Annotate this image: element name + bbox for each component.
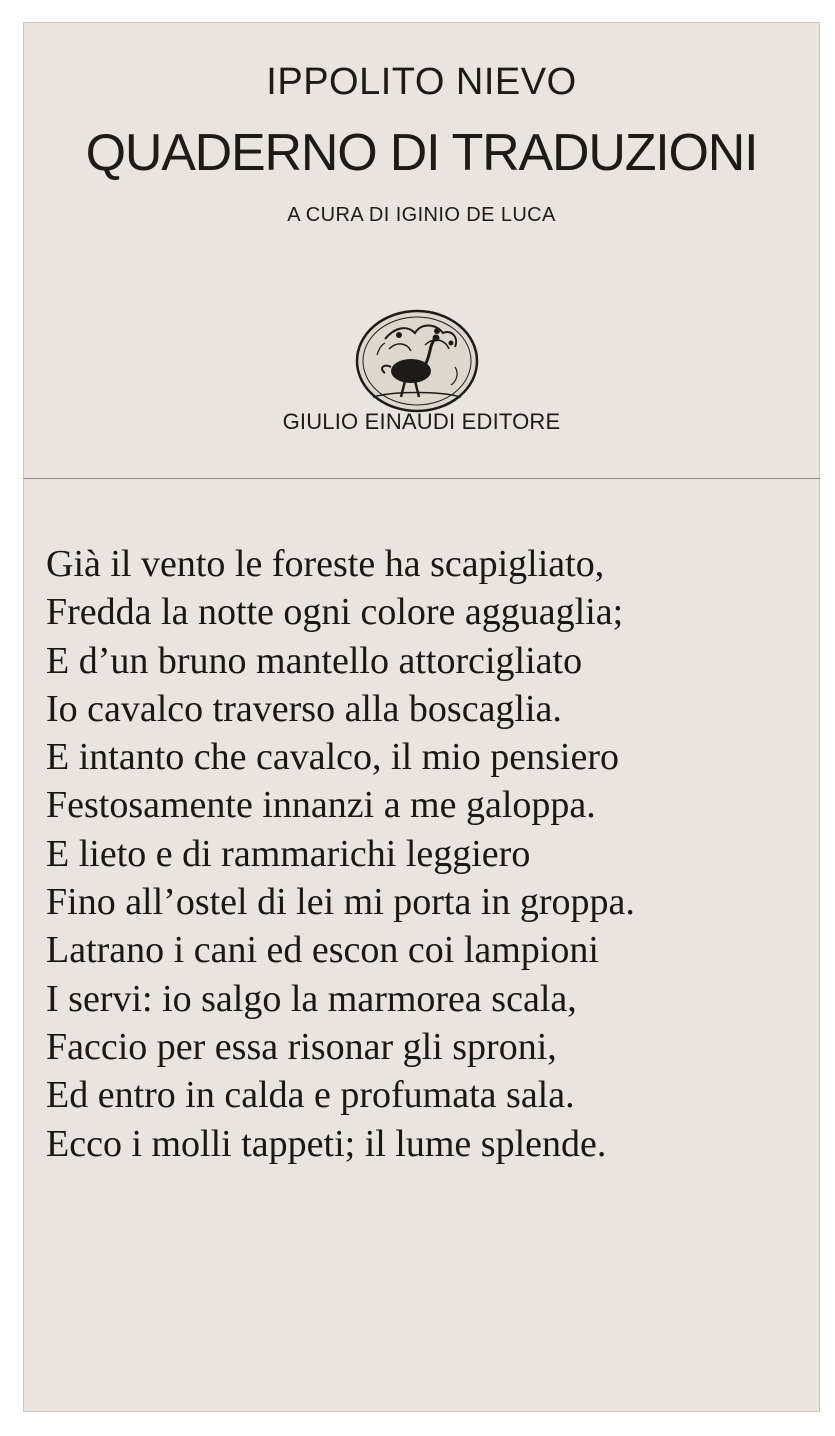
book-title: QUADERNO DI TRADUZIONI (85, 124, 758, 182)
editor-credit: A CURA DI IGINIO DE LUCA (287, 204, 556, 226)
poem-text (46, 540, 806, 1168)
cover-divider (23, 478, 820, 479)
poem-line: Festosamente innanzi a me galoppa. (46, 784, 596, 827)
poem-line: Fino all’ostel di lei mi porta in groppa. (46, 881, 635, 924)
poem-line: Latrano i cani ed escon coi lampioni (46, 929, 599, 972)
cover-header (23, 22, 820, 479)
publisher-name: GIULIO EINAUDI EDITORE (282, 409, 561, 434)
poem-line: Fredda la notte ogni colore agguaglia; (46, 591, 624, 634)
poem-line: I servi: io salgo la marmorea scala, (46, 977, 577, 1020)
poem-line: Io cavalco traverso alla boscaglia. (46, 687, 562, 730)
poem-line: E intanto che cavalco, il mio pensiero (46, 736, 619, 779)
ostrich-emblem-icon (355, 309, 479, 413)
poem-line: Già il vento le foreste ha scapigliato, (46, 543, 605, 585)
poem-line: Ed entro in calda e profumata sala. (46, 1074, 575, 1117)
poem-line: E d’un bruno mantello attorcigliato (46, 639, 583, 682)
author-name: IPPOLITO NIEVO (266, 61, 577, 103)
poem-line: Faccio per essa risonar gli sproni, (46, 1025, 557, 1068)
poem-line: Ecco i molli tappeti; il lume splende. (46, 1122, 607, 1165)
poem-line: E lieto e di rammarichi leggiero (46, 832, 531, 875)
book-cover (23, 22, 820, 1412)
